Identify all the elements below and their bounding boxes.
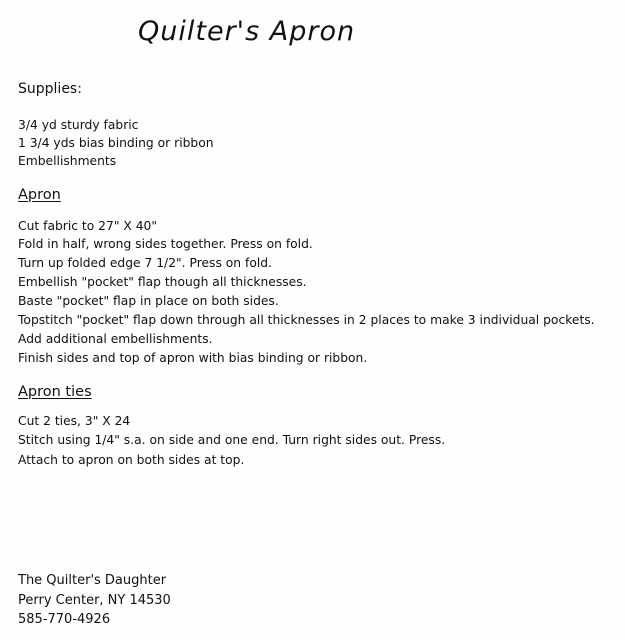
apron-heading: Apron xyxy=(18,187,61,203)
supply-item: 3/4 yd sturdy fabric xyxy=(18,118,139,132)
apron-step: Turn up folded edge 7 1/2". Press on fold. xyxy=(18,256,272,270)
apron-step: Cut fabric to 27" X 40" xyxy=(18,219,158,233)
apron-step: Topstitch "pocket" flap down through all thicknesses in 2 places to make 3 individual pockets. xyxy=(18,313,595,327)
apron-step: Fold in half, wrong sides together. Press on fold. xyxy=(18,237,313,251)
supply-item: 1 3/4 yds bias binding or ribbon xyxy=(18,136,214,150)
apron-step: Embellish "pocket" flap though all thicknesses. xyxy=(18,275,307,289)
apron-ties-step: Stitch using 1/4" s.a. on side and one end. Turn right sides out. Press. xyxy=(18,433,446,447)
supplies-heading: Supplies: xyxy=(18,81,82,97)
apron-ties-heading: Apron ties xyxy=(18,384,92,400)
apron-step: Baste "pocket" flap in place on both sides. xyxy=(18,294,279,308)
footer-phone: 585-770-4926 xyxy=(18,612,111,627)
footer-name: The Quilter's Daughter xyxy=(18,573,167,588)
apron-step: Finish sides and top of apron with bias binding or ribbon. xyxy=(18,351,368,365)
apron-ties-step: Cut 2 ties, 3" X 24 xyxy=(18,414,131,428)
apron-ties-step: Attach to apron on both sides at top. xyxy=(18,453,245,467)
page-title: Quilter's Apron xyxy=(138,16,356,47)
footer-location: Perry Center, NY 14530 xyxy=(18,593,171,608)
apron-step: Add additional embellishments. xyxy=(18,332,213,346)
supply-item: Embellishments xyxy=(18,154,117,168)
